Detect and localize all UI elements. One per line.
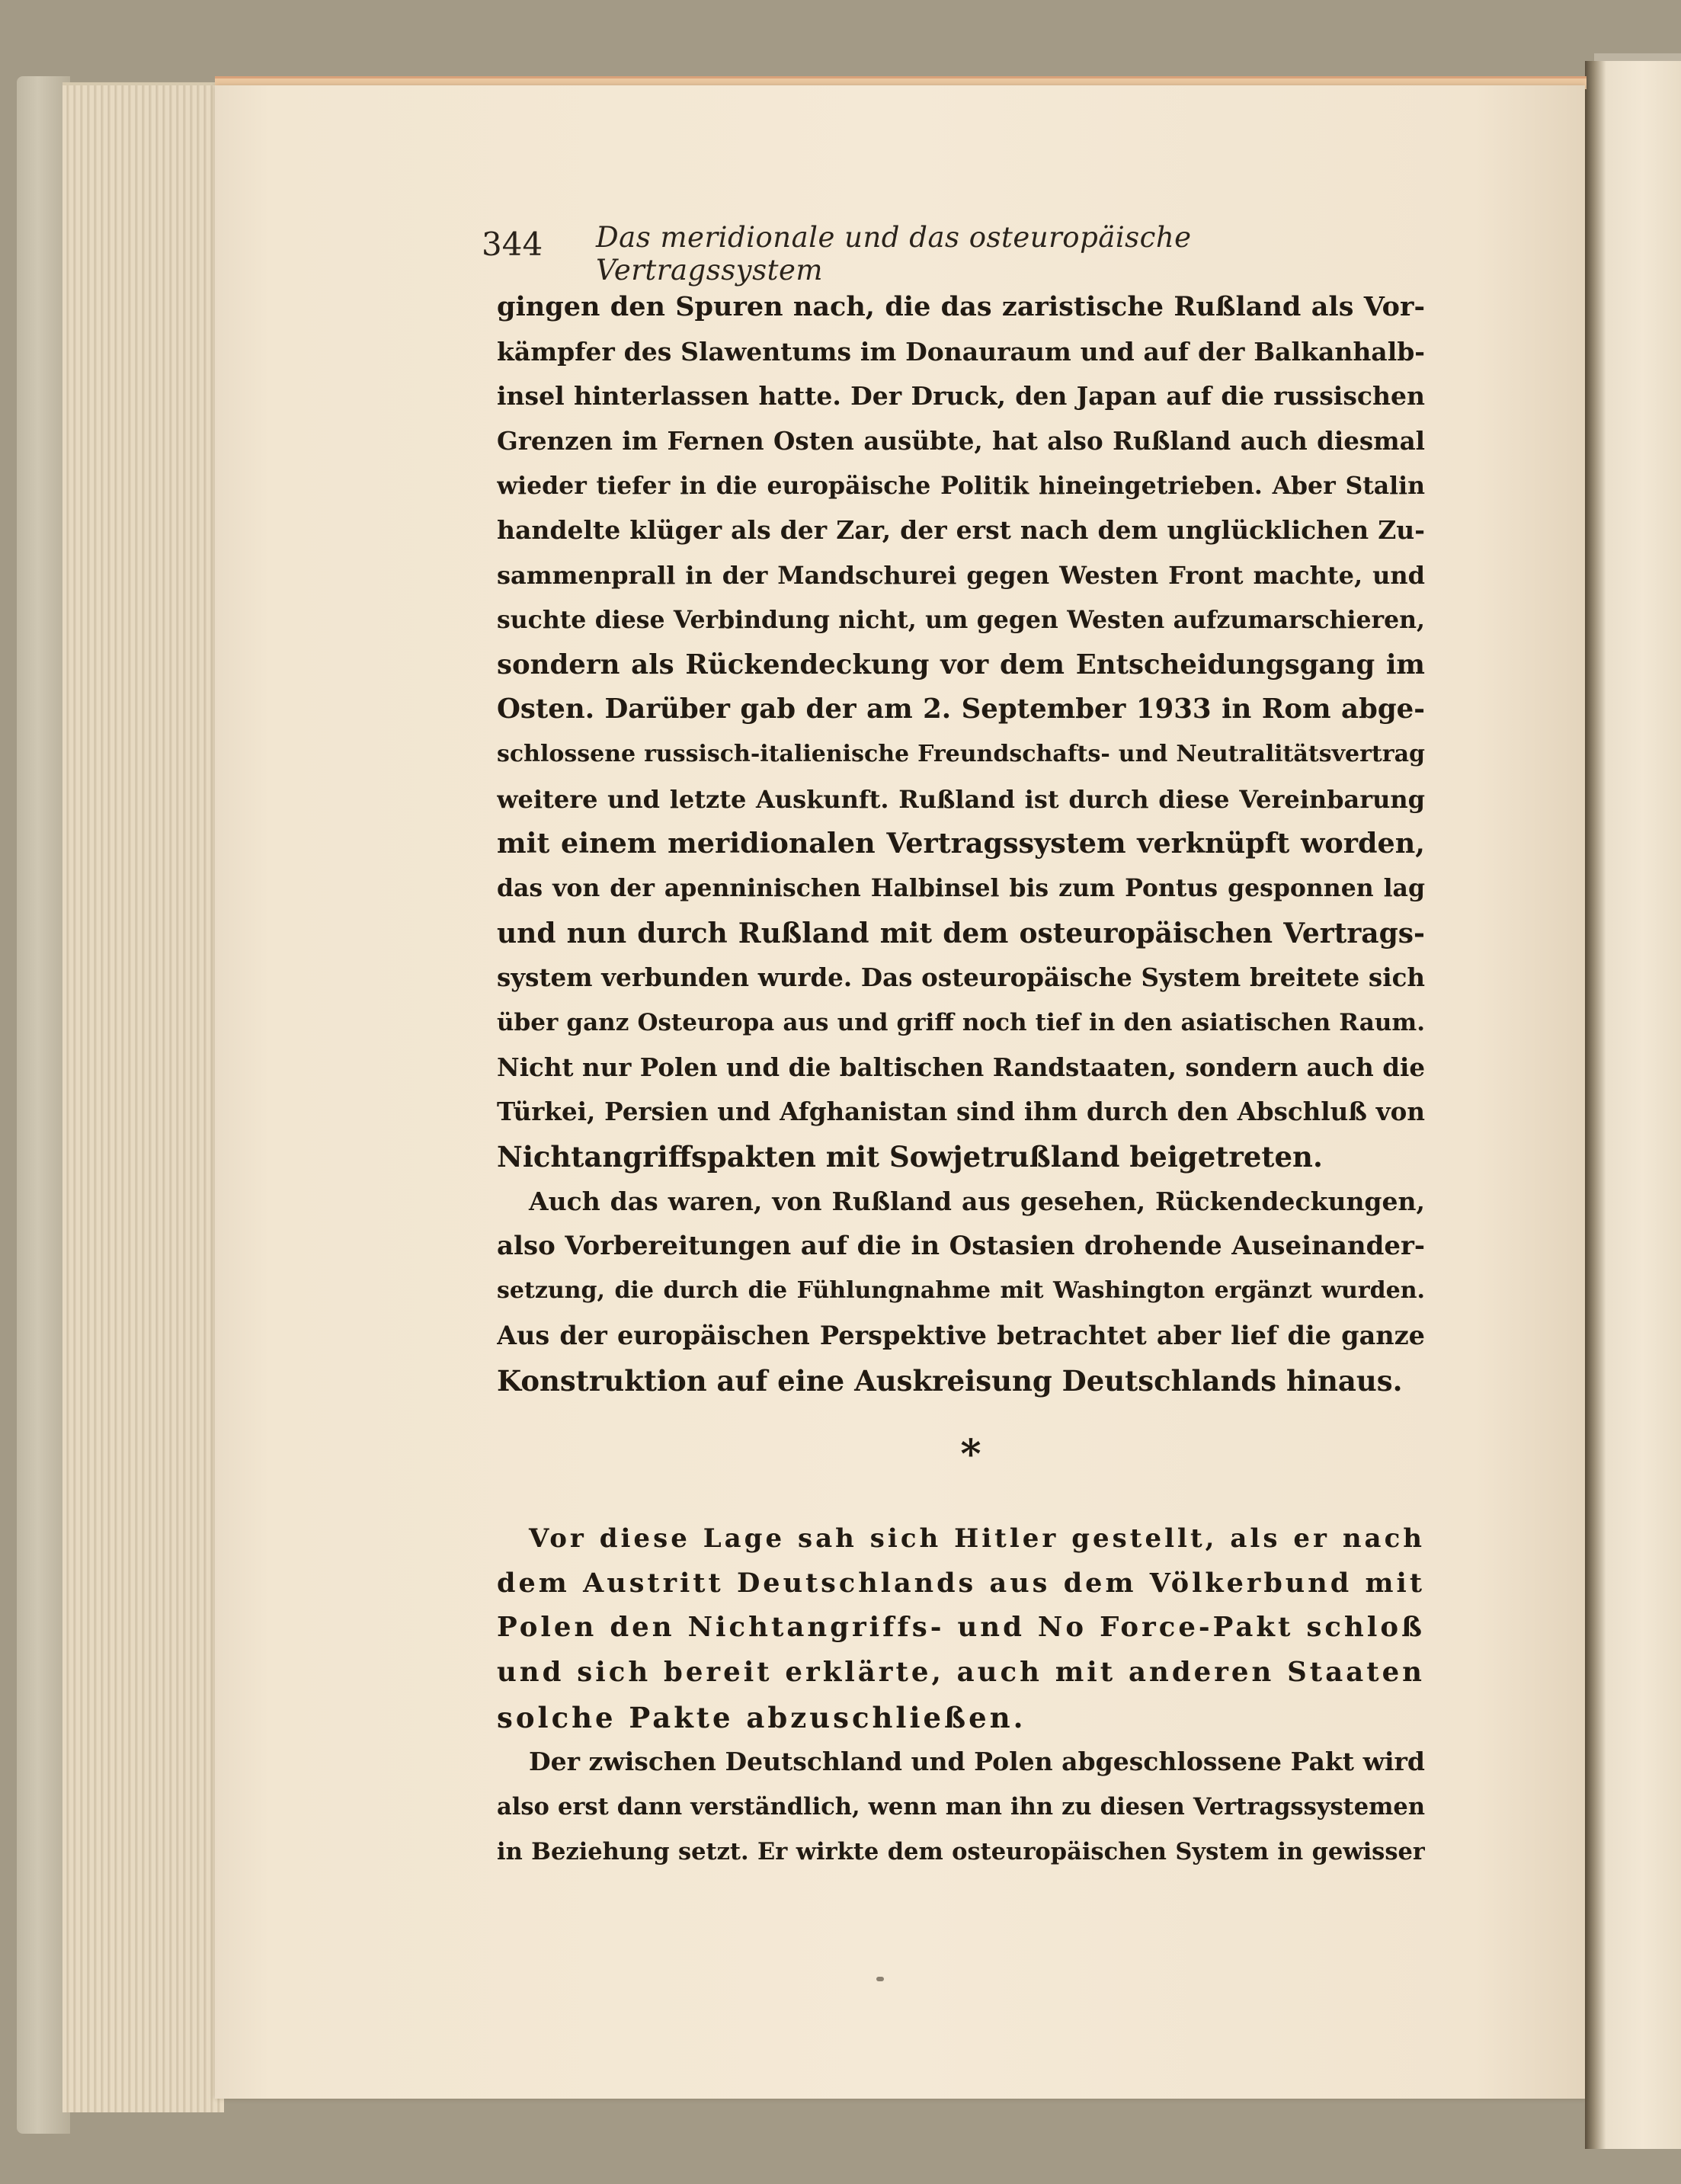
text-line: mit einem meridionalen Vertragssystem verknüpft worden,	[497, 827, 1425, 860]
page-edges-stack	[62, 82, 224, 2112]
text-line: Türkei, Persien und Afghanistan sind ihm durch den Abschluß von	[497, 1097, 1425, 1127]
page-header	[482, 218, 1396, 287]
text-line: kämpfer des Slawentums im Donauraum und auf der Balkanhalb-	[497, 336, 1425, 367]
paragraph-3	[497, 1516, 1425, 1875]
paper-speck	[876, 1977, 884, 1981]
text-line: Nicht nur Polen und die baltischen Randstaaten, sondern auch die	[497, 1052, 1425, 1082]
text-line: gingen den Spuren nach, die das zaristische Rußland als Vor-	[497, 291, 1425, 322]
text-line: Osten. Darüber gab der am 2. September 1933 in Rom abge-	[497, 693, 1425, 725]
running-title: Das meridionale und das osteuropäische Vertragssystem	[596, 221, 1192, 287]
text-line: Auch das waren, von Rußland aus gesehen, Rückendeckungen,	[529, 1186, 1425, 1216]
text-line: Der zwischen Deutschland und Polen abgeschlossene Pakt wird	[529, 1747, 1425, 1777]
section-separator: *	[960, 1431, 981, 1478]
text-line: und sich bereit erklärte, auch mit anderen Staaten	[497, 1657, 1425, 1689]
text-line: schlossene russisch-italienische Freundschafts- und Neutralitätsvertrag	[497, 740, 1425, 767]
text-line: solche Pakte abzuschließen.	[497, 1700, 1026, 1734]
text-line: weitere und letzte Auskunft. Rußland ist durch diese Vereinbarung	[497, 784, 1425, 814]
text-line: Polen den Nichtangriffs- und No Force-Pakt schloß	[497, 1612, 1425, 1644]
text-line: system verbunden wurde. Das osteuropäische System breitete sich	[497, 962, 1425, 993]
text-line: insel hinterlassen hatte. Der Druck, den Japan auf die russischen	[497, 381, 1425, 412]
text-line: sondern als Rückendeckung vor dem Entscheidungsgang im	[497, 648, 1425, 680]
text-line: in Beziehung setzt. Er wirkte dem osteuropäischen System in gewisser	[497, 1837, 1425, 1865]
text-line: dem Austritt Deutschlands aus dem Völkerbund mit	[497, 1567, 1425, 1599]
text-line: setzung, die durch die Fühlungnahme mit Washington ergänzt wurden.	[497, 1277, 1425, 1305]
text-line: Grenzen im Fernen Osten ausübte, hat also Rußland auch diesmal	[497, 426, 1425, 456]
facing-page-gutter	[1585, 61, 1681, 2149]
text-line: suchte diese Verbindung nicht, um gegen Westen aufzumarschieren,	[497, 605, 1425, 634]
text-line: und nun durch Rußland mit dem osteuropäischen Vertrags-	[497, 917, 1425, 949]
text-line: Aus der europäischen Perspektive betrachtet aber lief die ganze	[497, 1320, 1425, 1350]
text-line: das von der apenninischen Halbinsel bis zum Pontus gesponnen lag	[497, 873, 1425, 902]
paragraph-1	[497, 285, 1425, 1403]
text-line: Nichtangriffspakten mit Sowjetrußland beigetreten.	[497, 1140, 1323, 1174]
text-line: handelte klüger als der Zar, der erst nach dem unglücklichen Zu-	[497, 515, 1425, 546]
text-line: über ganz Osteuropa aus und griff noch tief in den asiatischen Raum.	[497, 1009, 1425, 1036]
text-line: also Vorbereitungen auf die in Ostasien drohende Auseinander-	[497, 1231, 1425, 1262]
text-line: sammenprall in der Mandschurei gegen Westen Front machte, und	[497, 561, 1425, 591]
page-number: 344	[482, 226, 543, 263]
text-line: Konstruktion auf eine Auskreisung Deutschlands hinaus.	[497, 1363, 1403, 1398]
text-line: wieder tiefer in die europäische Politik hineingetrieben. Aber Stalin	[497, 471, 1425, 500]
text-line: Vor diese Lage sah sich Hitler gestellt, als er nach	[529, 1523, 1425, 1554]
text-line: also erst dann verständlich, wenn man ihn zu diesen Vertragssystemen	[497, 1793, 1425, 1821]
